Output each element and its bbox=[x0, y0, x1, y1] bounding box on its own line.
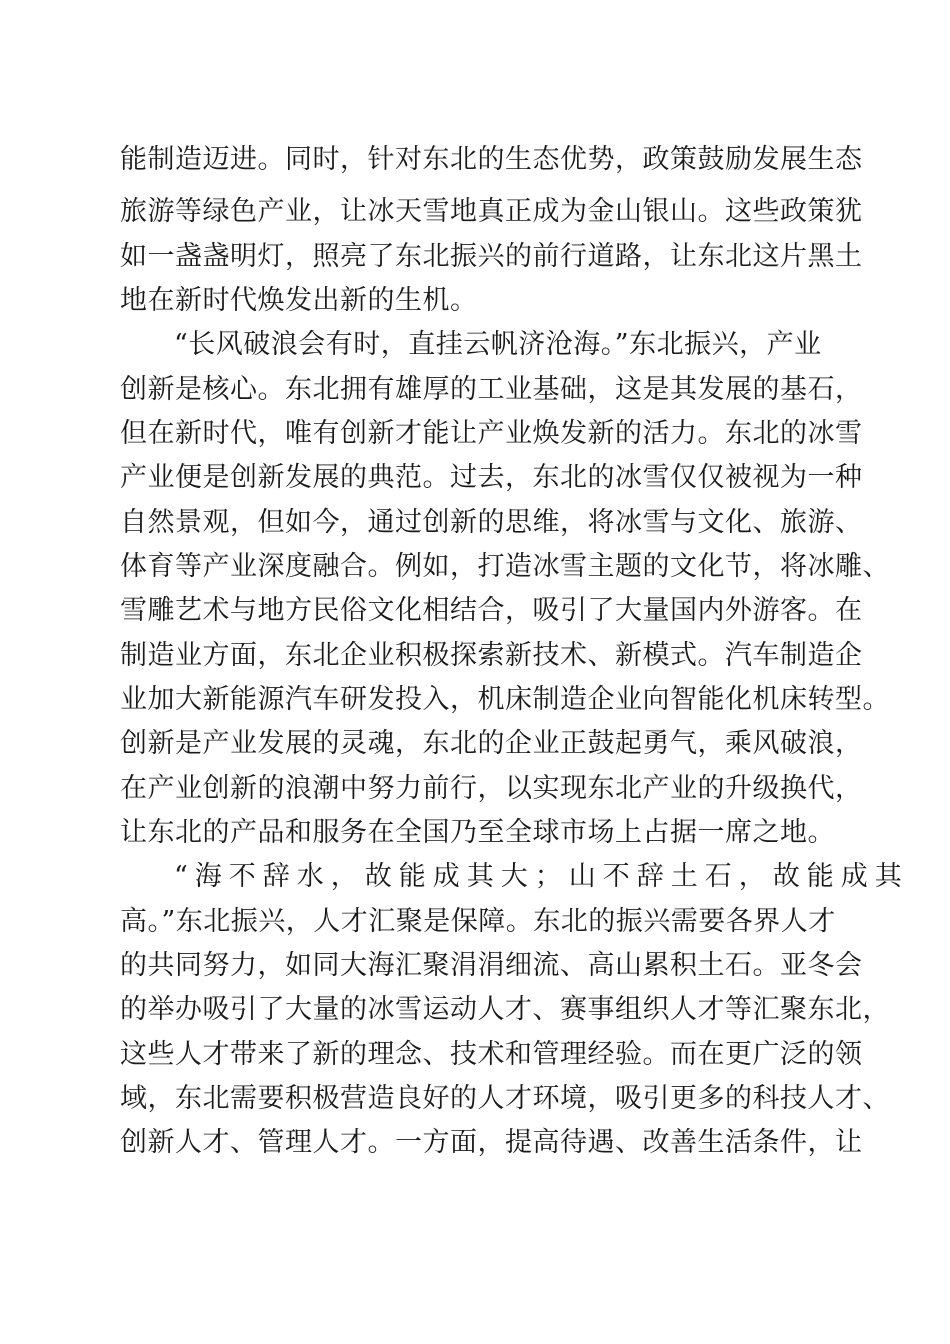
text-line: 地在新时代焕发出新的生机。 bbox=[120, 285, 478, 316]
text-line: 产业便是创新发展的典范。过去，东北的冰雪仅仅被视为一种 bbox=[120, 462, 863, 493]
text-line: 在产业创新的浪潮中努力前行，以实现东北产业的升级换代， bbox=[120, 773, 863, 804]
text-line: 创新人才、管理人才。一方面，提高待遇、改善生活条件，让 bbox=[120, 1127, 863, 1158]
text-line: 但在新时代，唯有创新才能让产业焕发新的活力。东北的冰雪 bbox=[120, 418, 863, 449]
text-line: 的举办吸引了大量的冰雪运动人才、赛事组织人才等汇聚东北， bbox=[120, 994, 890, 1025]
text-line: 体育等产业深度融合。例如，打造冰雪主题的文化节，将冰雕、 bbox=[120, 551, 890, 582]
paragraph-first-line: “海不辞水，故能成其大；山不辞土石，故能成其 bbox=[174, 861, 909, 892]
text-line: 的共同努力，如同大海汇聚涓涓细流、高山累积土石。亚冬会 bbox=[120, 950, 863, 981]
paragraph-first-line: “长风破浪会有时，直挂云帆济沧海。”东北振兴，产业 bbox=[174, 329, 822, 360]
text-line: 创新是产业发展的灵魂，东北的企业正鼓起勇气，乘风破浪， bbox=[120, 728, 863, 759]
text-line: 这些人才带来了新的理念、技术和管理经验。而在更广泛的领 bbox=[120, 1039, 863, 1070]
text-line: 如一盏盏明灯，照亮了东北振兴的前行道路，让东北这片黑土 bbox=[120, 241, 863, 272]
text-line: 制造业方面，东北企业积极探索新技术、新模式。汽车制造企 bbox=[120, 640, 863, 671]
text-line: 域，东北需要积极营造良好的人才环境，吸引更多的科技人才、 bbox=[120, 1083, 890, 1114]
text-line: 雪雕艺术与地方民俗文化相结合，吸引了大量国内外游客。在 bbox=[120, 595, 863, 626]
text-line: 让东北的产品和服务在全国乃至全球市场上占据一席之地。 bbox=[120, 817, 835, 848]
text-line: 创新是核心。东北拥有雄厚的工业基础，这是其发展的基石， bbox=[120, 374, 863, 405]
text-line: 自然景观，但如今，通过创新的思维，将冰雪与文化、旅游、 bbox=[120, 507, 863, 538]
text-line: 旅游等绿色产业，让冰天雪地真正成为金山银山。这些政策犹 bbox=[120, 196, 863, 227]
text-line: 能制造迈进。同时，针对东北的生态优势，政策鼓励发展生态 bbox=[120, 144, 863, 175]
text-line: 高。”东北振兴，人才汇聚是保障。东北的振兴需要各界人才 bbox=[120, 906, 836, 937]
text-line: 业加大新能源汽车研发投入，机床制造企业向智能化机床转型。 bbox=[120, 684, 890, 715]
